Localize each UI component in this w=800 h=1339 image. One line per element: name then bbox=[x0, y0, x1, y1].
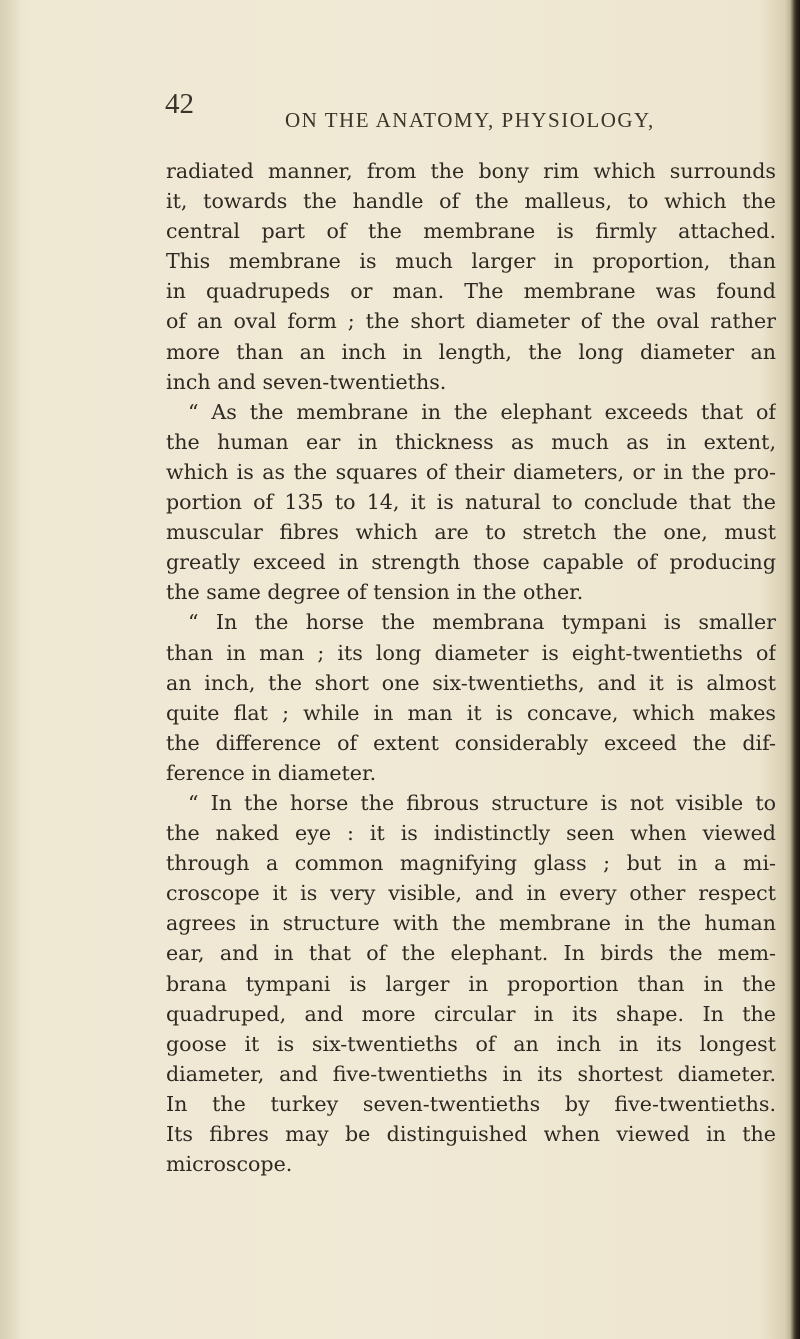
text-line: in quadrupeds or man. The membrane was found bbox=[166, 279, 776, 304]
text-line: the naked eye : it is indistinctly seen when viewed bbox=[166, 821, 776, 846]
body-text bbox=[166, 156, 776, 1179]
text-line: diameter, and five-twentieths in its shortest diameter. bbox=[166, 1061, 776, 1086]
text-line: the difference of extent considerably exceed the dif- bbox=[166, 730, 776, 755]
text-line: portion of 135 to 14, it is natural to conclude that the bbox=[166, 490, 776, 515]
text-line: the human ear in thickness as much as in extent, bbox=[166, 429, 776, 454]
text-line: “ As the membrane in the elephant exceeds that of bbox=[188, 399, 776, 424]
text-line: an inch, the short one six-twentieths, and it is almost bbox=[166, 670, 776, 695]
text-line: ear, and in that of the elephant. In birds the mem- bbox=[166, 941, 776, 966]
page-header bbox=[165, 88, 765, 136]
text-line: quadruped, and more circular in its shape. In the bbox=[166, 1001, 776, 1026]
text-line: which is as the squares of their diameters, or in the pro- bbox=[166, 459, 776, 484]
text-line: ference in diameter. bbox=[166, 760, 377, 785]
text-line: greatly exceed in strength those capable of producing bbox=[166, 550, 776, 575]
text-line: it, towards the handle of the malleus, to which the bbox=[166, 189, 776, 214]
text-line: brana tympani is larger in proportion than in the bbox=[166, 971, 776, 996]
text-line: inch and seven-twentieths. bbox=[166, 369, 447, 394]
text-line: “ In the horse the membrana tympani is smaller bbox=[188, 610, 776, 635]
page-number: 42 bbox=[165, 88, 194, 120]
text-line: more than an inch in length, the long diameter an bbox=[166, 339, 776, 364]
text-line: This membrane is much larger in proportion, than bbox=[166, 249, 776, 274]
text-line: Its fibres may be distinguished when viewed in the bbox=[166, 1122, 776, 1146]
page-gutter bbox=[0, 0, 22, 1339]
text-line: muscular fibres which are to stretch the one, must bbox=[166, 520, 776, 545]
text-line: “ In the horse the fibrous structure is not visible to bbox=[188, 790, 776, 815]
running-head: ON THE ANATOMY, PHYSIOLOGY, bbox=[285, 108, 655, 132]
text-line: the same degree of tension in the other. bbox=[166, 580, 584, 605]
text-line: quite flat ; while in man it is concave, which makes bbox=[166, 700, 776, 725]
text-line: In the turkey seven-twentieths by five-twentieths. bbox=[166, 1091, 776, 1116]
text-line: microscope. bbox=[166, 1152, 293, 1177]
text-line: central part of the membrane is firmly attached. bbox=[166, 219, 776, 244]
text-line: than in man ; its long diameter is eight-twentieths of bbox=[166, 640, 776, 665]
text-line: croscope it is very visible, and in every other respect bbox=[166, 881, 776, 906]
text-line: agrees in structure with the membrane in the human bbox=[166, 911, 776, 936]
text-line: of an oval form ; the short diameter of the oval rather bbox=[166, 309, 776, 334]
text-line: through a common magnifying glass ; but in a mi- bbox=[166, 851, 776, 876]
text-line: radiated manner, from the bony rim which surrounds bbox=[166, 159, 776, 183]
page-edge-shadow bbox=[790, 0, 800, 1339]
text-line: goose it is six-twentieths of an inch in its longest bbox=[166, 1031, 776, 1056]
